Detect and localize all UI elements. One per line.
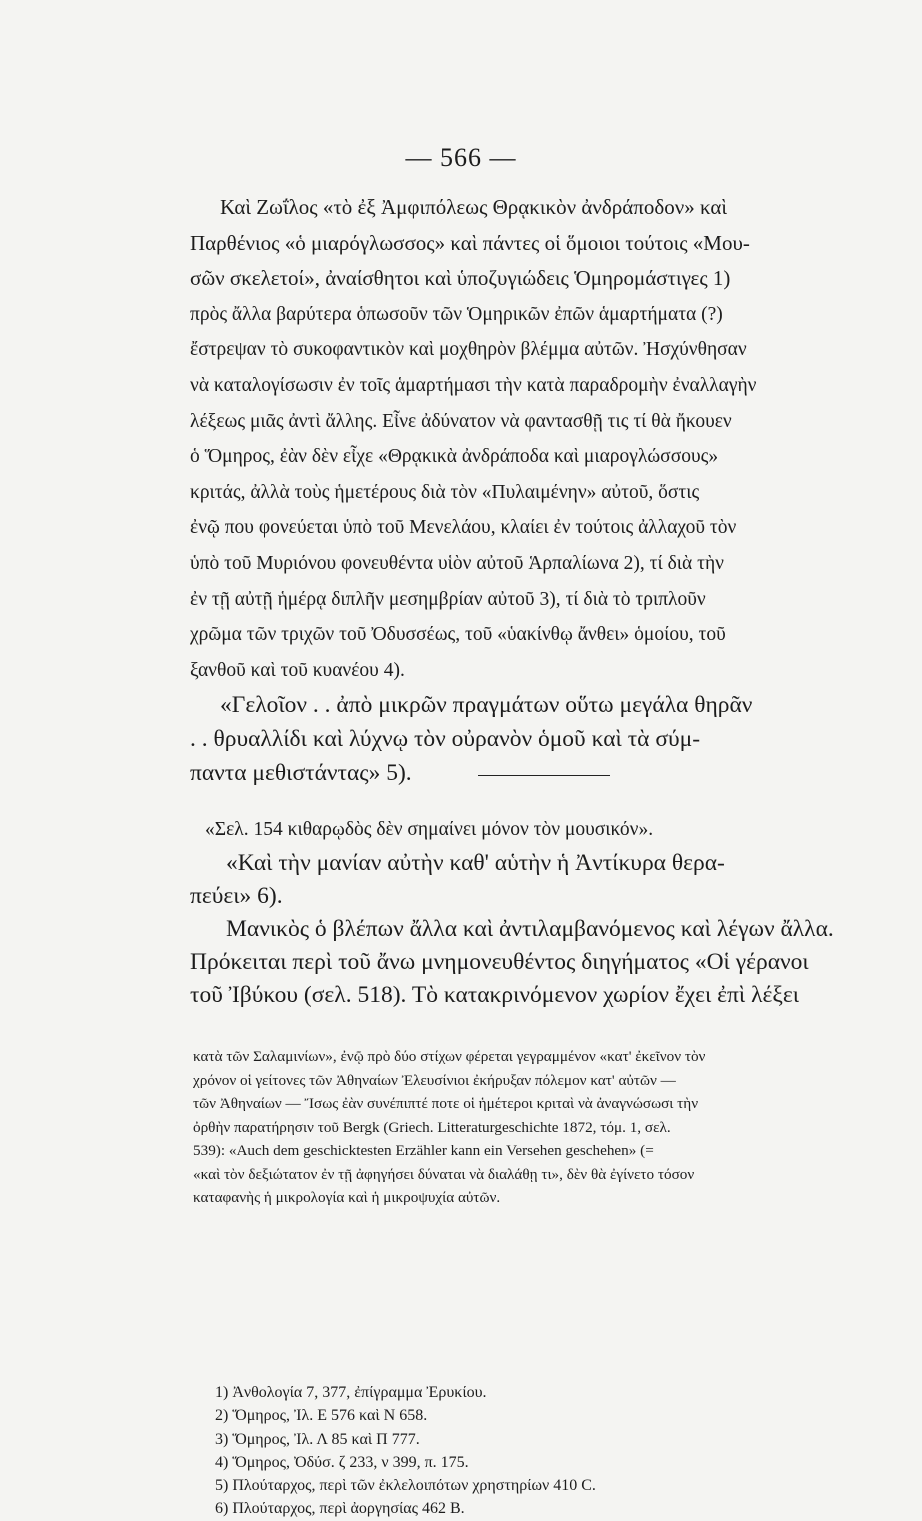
footnote-item: 3) Ὅμηρος, Ἰλ. Λ 85 καὶ Π 777. xyxy=(215,1430,420,1448)
footnote-text-line: κατὰ τῶν Σαλαμινίων», ἐνῷ πρὸ δύο στίχων φέρεται γεγραμμένον «κατ' ἐκεῖνον τὸν xyxy=(193,1048,706,1065)
footnote-item: 5) Πλούταρχος, περὶ τῶν ἐκλελοιπότων χρηστηρίων 410 C. xyxy=(215,1477,596,1495)
footnote-continuation xyxy=(193,1045,898,1210)
footnote-item: 1) Ἀνθολογία 7, 377, ἐπίγραμμα Ἐρυκίου. xyxy=(215,1384,487,1401)
footnote-item: 2) Ὅμηρος, Ἰλ. Ε 576 καὶ Ν 658. xyxy=(215,1407,428,1425)
footnote-item: 6) Πλούταρχος, περὶ ἀοργησίας 462 B. xyxy=(215,1500,465,1518)
quote-line: «Γελοῖον . . ἀπὸ μικρῶν πραγμάτων οὕτω μεγάλα θηρᾶν xyxy=(220,692,753,719)
quote-line: παντα μεθιστάντας» 5). xyxy=(190,760,412,787)
text-line: πρὸς ἄλλα βαρύτερα ὁπωσοῦν τῶν Ὁμηρικῶν ἐπῶν ἁμαρτήματα (?) xyxy=(190,303,723,325)
text-line: ξανθοῦ καὶ τοῦ κυανέου 4). xyxy=(190,659,405,681)
page-note: «Σελ. 154 κιθαρῳδὸς δὲν σημαίνει μόνον τὸν μουσικόν». xyxy=(205,819,654,840)
footnote-text-line: 539): «Auch dem geschicktesten Erzähler kann ein Versehen geschehen» (= xyxy=(193,1142,654,1159)
footnote-text-line: καταφανὴς ἡ μικρολογία καὶ ἡ μικροψυχία αὐτῶν. xyxy=(193,1189,501,1206)
footnote-text-line: ὀρθὴν παρατήρησιν τοῦ Bergk (Griech. Litteraturgeschichte 1872, τόμ. 1, σελ. xyxy=(193,1118,671,1136)
text-line: Μανικὸς ὁ βλέπων ἄλλα καὶ ἀντιλαμβανόμενος καὶ λέγων ἄλλα. xyxy=(226,916,834,942)
text-line: ὑπὸ τοῦ Μυριόνου φονευθέντα υἱὸν αὐτοῦ Ἁρπαλίωνα 2), τί διὰ τὴν xyxy=(190,552,724,574)
main-text xyxy=(190,190,898,790)
second-section xyxy=(190,813,898,1012)
text-line: κριτάς, ἀλλὰ τοὺς ἡμετέρους διὰ τὸν «Πυλαιμένην» αὐτοῦ, ὅστις xyxy=(190,481,700,503)
text-line: χρῶμα τῶν τριχῶν τοῦ Ὀδυσσέως, τοῦ «ὑακίνθῳ ἄνθει» ὁμοίου, τοῦ xyxy=(190,624,726,646)
text-line: Καὶ Ζωΐλος «τὸ ἐξ Ἀμφιπόλεως Θρᾳκικὸν ἀνδράποδον» καὶ xyxy=(220,195,728,219)
text-line: Πρόκειται περὶ τοῦ ἄνω μνημονευθέντος διηγήματος «Οἱ γέρανοι xyxy=(190,949,809,975)
page-number: — 566 — xyxy=(405,143,517,172)
text-line: ὁ Ὅμηρος, ἐὰν δὲν εἶχε «Θρᾳκικὰ ἀνδράποδα καὶ μιαρογλώσσους» xyxy=(190,446,719,468)
footnote-text-line: «καὶ τὸν δεξιώτατον ἐν τῇ ἀφηγήσει δύναται νὰ διαλάθῃ τι», δὲν θὰ ἐγίνετο τόσον xyxy=(193,1165,695,1183)
text-line: ἐνῷ που φονεύεται ὑπὸ τοῦ Μενελάου, κλαίει ἐν τούτοις ἀλλαχοῦ τὸν xyxy=(190,517,737,539)
text-line: ἔστρεψαν τὸ συκοφαντικὸν καὶ μοχθηρὸν βλέμμα αὐτῶν. Ἠσχύνθησαν xyxy=(190,339,747,361)
footnote-text-line: χρόνον οἱ γείτονες τῶν Ἀθηναίων Ἐλευσίνιοι ἐκήρυξαν πόλεμον κατ' αὐτῶν — xyxy=(193,1071,676,1089)
text-line: νὰ καταλογίσωσιν ἐν τοῖς ἁμαρτήμασι τὴν κατὰ παραδρομὴν ἐναλλαγὴν xyxy=(190,374,757,396)
text-line: λέξεως μιᾶς ἀντὶ ἄλλης. Εἶνε ἀδύνατον νὰ φαντασθῇ τις τί θὰ ἤκουεν xyxy=(190,410,732,432)
text-line: «Καὶ τὴν μανίαν αὐτὴν καθ' αὑτὴν ἡ Ἀντίκυρα θερα- xyxy=(226,850,725,876)
section-divider xyxy=(478,775,610,776)
text-line: Παρθένιος «ὁ μιαρόγλωσσος» καὶ πάντες οἱ ὅμοιοι τούτοις «Μου- xyxy=(190,230,750,255)
text-line: πεύει» 6). xyxy=(190,883,283,909)
quote-line: . . θρυαλλίδι καὶ λύχνῳ τὸν οὐρανὸν ὁμοῦ καὶ τὰ σύμ- xyxy=(190,726,701,753)
text-line: τοῦ Ἰβύκου (σελ. 518). Τὸ κατακρινόμενον χωρίον ἔχει ἐπὶ λέξει xyxy=(190,982,800,1008)
footnote-text-line: τῶν Ἀθηναίων — Ἴσως ἐὰν συνέπιπτέ ποτε οἱ ἡμέτεροι κριταὶ νὰ ἀναγνώσωσι τὴν xyxy=(193,1095,699,1112)
footnote-item: 4) Ὅμηρος, Ὀδύσ. ζ 233, ν 399, π. 175. xyxy=(215,1453,469,1471)
text-line: σῶν σκελετοί», ἀναίσθητοι καὶ ὑποζυγιώδεις Ὁμηρομάστιγες 1) xyxy=(190,266,731,291)
text-line: ἐν τῇ αὐτῇ ἡμέρᾳ διπλῆν μεσημβρίαν αὐτοῦ 3), τί διὰ τὸ τριπλοῦν xyxy=(190,588,706,610)
